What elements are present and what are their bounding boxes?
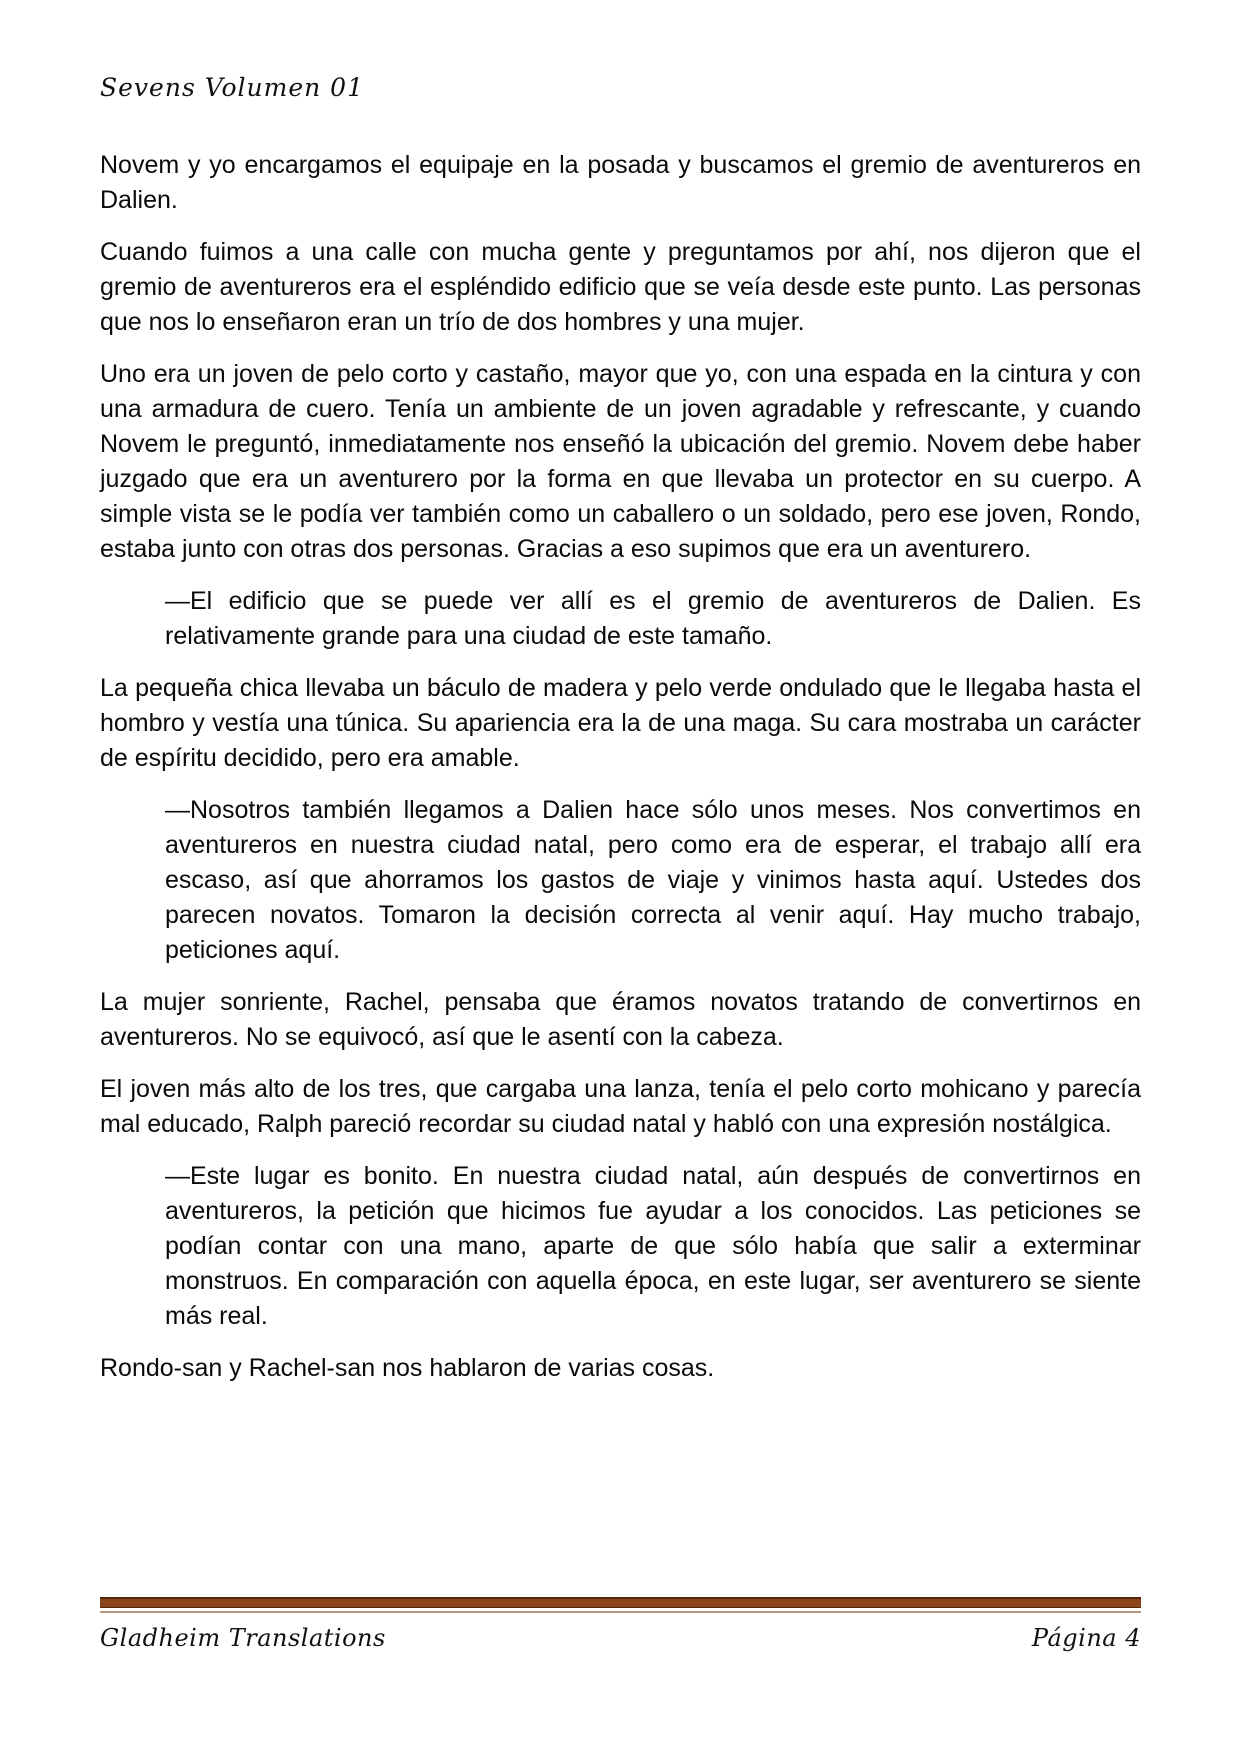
body-paragraph: Uno era un joven de pelo corto y castaño, mayor que yo, con una espada en la cintura y con una armadura de cuero. Tenía un ambiente de un joven agradable y refrescante, y cuando Novem le preguntó, inmediatamente nos enseñó la ubicación del gremio. Novem debe haber juzgado que era un aventurero por la forma en que llevaba un protector en su cuerpo. A simple vista se le podía ver también como un caballero o un soldado, pero ese joven, Rondo, estaba junto con otras dos personas. Gracias a eso supimos que era un aventurero.	[100, 360, 1141, 563]
body-paragraph: La mujer sonriente, Rachel, pensaba que éramos novatos tratando de convertirnos en aventureros. No se equivocó, así que le asentí con la cabeza.	[100, 988, 1141, 1051]
body-paragraph: La pequeña chica llevaba un báculo de madera y pelo verde ondulado que le llegaba hasta el hombro y vestía una túnica. Su apariencia era la de una maga. Su cara mostraba un carácter de espíritu decidido, pero era amable.	[100, 674, 1141, 772]
page-body	[100, 148, 1141, 1403]
body-paragraph: Novem y yo encargamos el equipaje en la posada y buscamos el gremio de aventureros en Dalien.	[100, 151, 1141, 214]
footer-rule-thin	[100, 1611, 1141, 1613]
dialogue-paragraph: —El edificio que se puede ver allí es el gremio de aventureros de Dalien. Es relativamente grande para una ciudad de este tamaño.	[165, 587, 1141, 650]
page-header-title: Sevens Volumen 01	[100, 73, 364, 102]
footer-rule	[100, 1597, 1141, 1608]
footer-page-number: Página 4	[1031, 1624, 1141, 1652]
body-paragraph: El joven más alto de los tres, que cargaba una lanza, tenía el pelo corto mohicano y parecía mal educado, Ralph pareció recordar su ciudad natal y habló con una expresión nostálgica.	[100, 1075, 1141, 1138]
page-footer	[100, 1622, 1141, 1654]
footer-translator: Gladheim Translations	[100, 1624, 386, 1652]
dialogue-paragraph: —Este lugar es bonito. En nuestra ciudad natal, aún después de convertirnos en aventureros, la petición que hicimos fue ayudar a los conocidos. Las peticiones se podían contar con una mano, aparte de que sólo había que salir a exterminar monstruos. En comparación con aquella época, en este lugar, ser aventurero se siente más real.	[165, 1162, 1141, 1330]
body-paragraph: Rondo-san y Rachel-san nos hablaron de varias cosas.	[100, 1354, 715, 1382]
body-paragraph: Cuando fuimos a una calle con mucha gente y preguntamos por ahí, nos dijeron que el gremio de aventureros era el espléndido edificio que se veía desde este punto. Las personas que nos lo enseñaron eran un trío de dos hombres y una mujer.	[100, 238, 1141, 336]
dialogue-paragraph: —Nosotros también llegamos a Dalien hace sólo unos meses. Nos convertimos en aventureros en nuestra ciudad natal, pero como era de esperar, el trabajo allí era escaso, así que ahorramos los gastos de viaje y vinimos hasta aquí. Ustedes dos parecen novatos. Tomaron la decisión correcta al venir aquí. Hay mucho trabajo, peticiones aquí.	[165, 796, 1141, 964]
